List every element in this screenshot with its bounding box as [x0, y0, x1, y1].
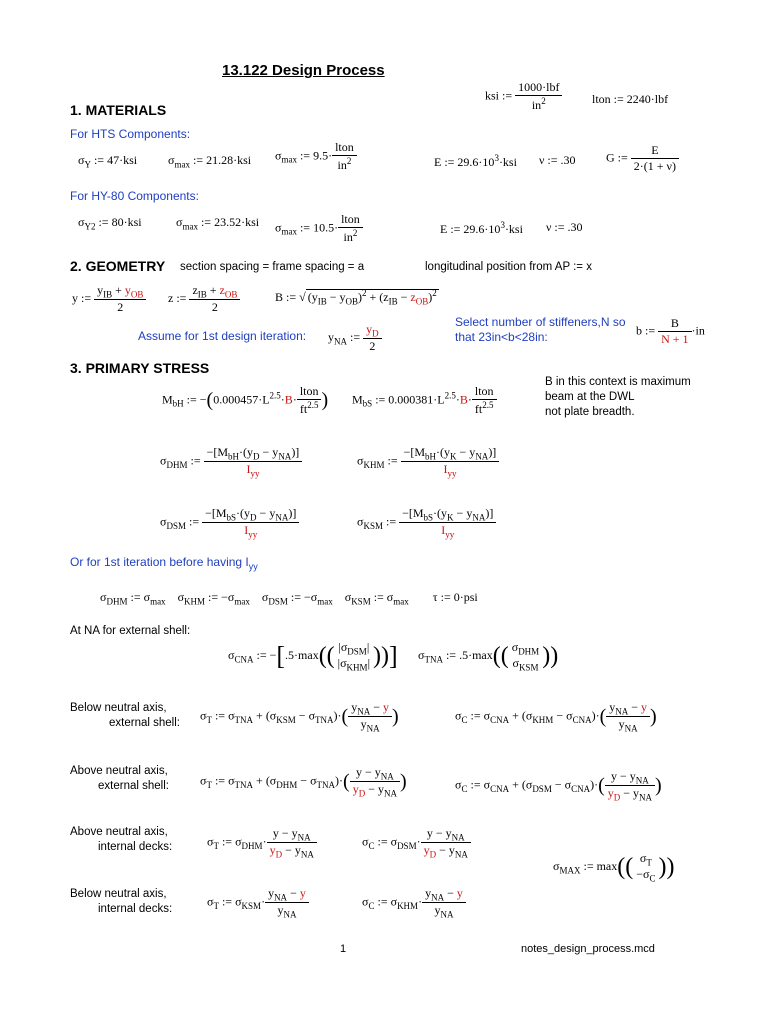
hts-sigma-max-lton: $\sigma_{max}$ := 9.5· $\frac{\text{lton}}{in^2}$	[275, 140, 357, 173]
sigma-ksm-formula: $\sigma_{KSM}$ := $\frac{-[M_{bS}\cdot(y_K - y_{NA})]}{I_{yy}}$	[357, 506, 496, 540]
hy80-label: For HY-80 Components:	[70, 189, 199, 203]
sigma-dhm-formula: $\sigma_{DHM}$ := $\frac{-[M_{bH}\cdot(y_D - y_{NA})]}{I_{yy}}$	[160, 445, 302, 479]
stiffener-note-2: that 23in<b<28in:	[455, 330, 548, 344]
hy80-sigma-y2: $\sigma_{Y2}$ := 80·ksi	[78, 215, 142, 232]
hy80-modulus-e: E := $29.6\cdot 10^3\cdot ksi$	[440, 220, 523, 236]
above-ext-sigma-c: $\sigma_C$ := $\sigma_{CNA} + (\sigma_{DSM} - \sigma_{CNA})\cdot$( $\frac{y - y_{NA}}{y_D - y_{NA}}$ )	[455, 769, 662, 803]
hy80-poisson: ν := .30	[546, 220, 583, 234]
first-iteration-note: Or for 1st iteration before having $I_{yy}$	[70, 555, 258, 572]
sigma-max-formula: $\sigma_{MAX}$ := max(( $\sigma_T$ $-\sigma_C$ ))	[553, 851, 675, 884]
spacing-note: section spacing = frame spacing = a	[180, 261, 365, 273]
assume-note: Assume for 1st design iteration:	[138, 329, 307, 343]
z-centroid-formula: z := $\frac{z_{IB} + z_{OB}}{2}$	[168, 283, 240, 315]
hts-shear-modulus: G := $\frac{E}{2\cdot(1 + \nu)}$	[606, 143, 679, 174]
below-int-label-2: internal decks:	[98, 903, 173, 915]
file-name: notes_design_process.mcd	[521, 943, 655, 955]
section-primary-stress: 3. PRIMARY STRESS	[70, 360, 210, 376]
below-int-sigma-t: $\sigma_T$ := $\sigma_{KSM}\cdot$ $\frac{y_{NA} - y}{y_{NA}}$	[207, 886, 309, 920]
b-note-1: B in this context is maximum	[545, 376, 691, 388]
section-materials: 1. MATERIALS	[70, 102, 167, 118]
sigma-khm-formula: $\sigma_{KHM}$ := $\frac{-[M_{bH}\cdot(y_K - y_{NA})]}{I_{yy}}$	[357, 445, 499, 479]
page-title: 13.122 Design Process	[222, 62, 385, 79]
ksi-definition: ksi := $\frac{\text{1000·lbf}}{in^2}$	[485, 80, 562, 113]
y-centroid-formula: y := $\frac{y_{IB} + y_{OB}}{2}$	[72, 283, 146, 315]
hts-label: For HTS Components:	[70, 127, 191, 141]
yna-initial-formula: $y_{NA}$ := $\frac{y_D}{2}$	[328, 322, 382, 354]
hts-modulus-e: E := $29.6\cdot 10^3\cdot ksi$	[434, 153, 517, 169]
below-ext-sigma-t: $\sigma_T$ := $\sigma_{TNA} + (\sigma_{KSM} - \sigma_{TNA})\cdot$( $\frac{y_{NA} - y}{y_{NA}}$ )	[200, 700, 399, 734]
page-number: 1	[340, 943, 347, 955]
section-geometry: 2. GEOMETRY	[70, 258, 166, 274]
sigma-tna-formula: $\sigma_{TNA}$ := .5·max(( $\sigma_{DHM}$ $\sigma_{KSM}$ ))	[418, 640, 559, 673]
below-ext-label-1: Below neutral axis,	[70, 702, 167, 714]
stiffener-note-1: Select number of stiffeners,N so	[455, 315, 626, 329]
above-ext-label-1: Above neutral axis,	[70, 765, 168, 777]
lton-definition: lton := 2240·lbf	[592, 92, 669, 106]
sagging-moment-formula: $M_{bS}$ := $0.000381\cdot L^{2.5}\cdot B\cdot$ $\frac{\text{lton}}{ft^{2.5}}$	[352, 384, 497, 417]
below-int-label-1: Below neutral axis,	[70, 888, 167, 900]
hy80-sigma-max-ksi: $\sigma_{max}$ := 23.52·ksi	[176, 215, 260, 232]
above-int-label-2: internal decks:	[98, 841, 173, 853]
below-ext-sigma-c: $\sigma_C$ := $\sigma_{CNA} + (\sigma_{KHM} - \sigma_{CNA})\cdot$( $\frac{y_{NA} - y}{y_{NA}}$ )	[455, 700, 657, 734]
hts-sigma-y: $\sigma_Y$ := 47·ksi	[78, 153, 138, 170]
below-ext-label-2: external shell:	[109, 717, 180, 729]
above-ext-label-2: external shell:	[98, 780, 169, 792]
beam-b-formula: B := √ $(y_{IB} - y_{OB})^2 + (z_{IB} - z_{OB})^2$	[275, 288, 437, 307]
b-note-2: beam at the DWL	[545, 391, 635, 403]
sigma-cna-formula: $\sigma_{CNA}$ := −[.5·max(( $|\sigma_{DSM}|$ $|\sigma_{KHM}|$ ))]	[228, 640, 398, 673]
hts-sigma-max-ksi: $\sigma_{max}$ := 21.28·ksi	[168, 153, 252, 170]
above-int-sigma-c: $\sigma_C$ := $\sigma_{DSM}\cdot$ $\frac{y - y_{NA}}{y_D - y_{NA}}$	[362, 826, 471, 860]
sigma-dsm-formula: $\sigma_{DSM}$ := $\frac{-[M_{bS}\cdot(y_D - y_{NA})]}{I_{yy}}$	[160, 506, 299, 540]
hogging-moment-formula: $M_{bH}$ := $-(0.000457\cdot L^{2.5}\cdot B\cdot$ $\frac{\text{lton}}{ft^{2.5}}$ )	[162, 384, 329, 416]
na-note: At NA for external shell:	[70, 625, 191, 637]
b-note-3: not plate breadth.	[545, 406, 635, 418]
above-ext-sigma-t: $\sigma_T$ := $\sigma_{TNA} + (\sigma_{DHM} - \sigma_{TNA})\cdot$( $\frac{y - y_{NA}}{y_D - y_{NA}}$ )	[200, 765, 407, 799]
above-int-sigma-t: $\sigma_T$ := $\sigma_{DHM}\cdot$ $\frac{y - y_{NA}}{y_D - y_{NA}}$	[207, 826, 317, 860]
sigma-initial-assignments: $\sigma_{DHM}$ := $\sigma_{max}$ $\sigma_{KHM}$ := $-\sigma_{max}$ $\sigma_{DSM}$ := $-\sigma_{max}$ $\sigma_{KSM}$ := $\sigma_{max}$ τ := 0·psi	[100, 590, 478, 607]
stiffener-spacing-formula: b := $\frac{B}{N + 1}$ ·in	[636, 316, 705, 346]
hts-poisson: ν := .30	[539, 153, 576, 167]
position-note: longitudinal position from AP := x	[425, 261, 592, 273]
below-int-sigma-c: $\sigma_C$ := $\sigma_{KHM}\cdot$ $\frac{y_{NA} - y}{y_{NA}}$	[362, 886, 466, 920]
above-int-label-1: Above neutral axis,	[70, 826, 168, 838]
hy80-sigma-max-lton: $\sigma_{max}$ := 10.5· $\frac{\text{lton}}{in^2}$	[275, 212, 363, 245]
